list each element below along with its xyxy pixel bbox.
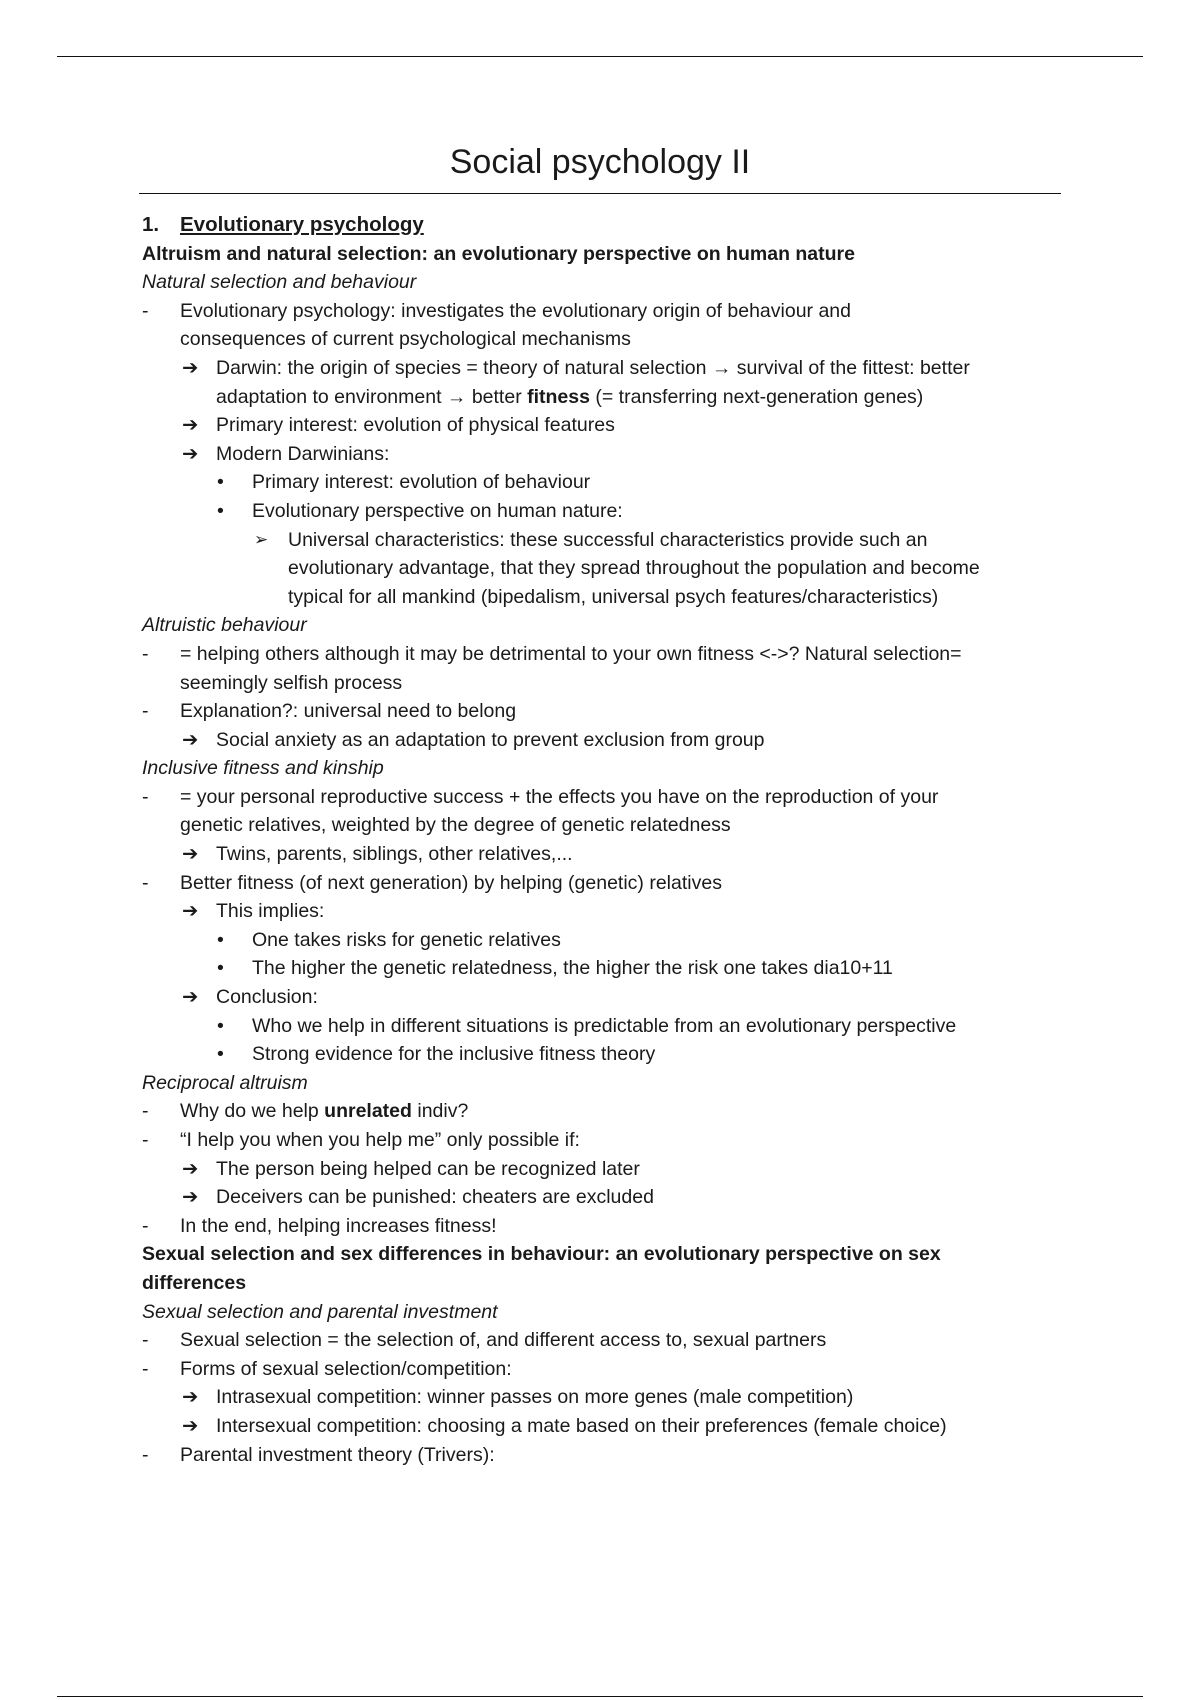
arrow-right-icon: ➔ [182,900,199,923]
line-text: Darwin: the origin of species = theory of natural selection → survival of the fittest: better [216,356,970,379]
section-title: Evolutionary psychology [180,213,424,236]
arrow-right-icon: ➔ [182,1186,199,1209]
bullet-item [142,954,1062,983]
line-text: Parental investment theory (Trivers): [180,1443,495,1466]
document-body [142,211,1062,1469]
line-text: = helping others although it may be detrimental to your own fitness <->? Natural selection= [180,642,962,665]
arrow-right-icon: ➔ [182,843,199,866]
arrow-right-icon: ➔ [182,986,199,1009]
arrow-item [142,897,1062,926]
section-heading [142,211,1062,240]
line-text: consequences of current psychological mechanisms [180,328,631,351]
line-text: Altruistic behaviour [142,614,307,637]
line-text: Forms of sexual selection/competition: [180,1357,512,1380]
line-text: Altruism and natural selection: an evolutionary perspective on human nature [142,242,855,265]
line-text: Deceivers can be punished: cheaters are excluded [216,1186,654,1209]
arrow-right-icon: ➔ [182,728,199,751]
line-text: indiv? [411,1100,469,1123]
subheading [142,240,1062,269]
dash-marker: - [142,1329,149,1352]
dash-item [142,640,1062,669]
subheading [142,1240,1062,1269]
subheading [142,1269,1062,1298]
dash-marker: - [142,1100,149,1123]
dash-marker: - [142,1443,149,1466]
line-text: Sexual selection and sex differences in behaviour: an evolutionary perspective on sex [142,1243,941,1266]
arrow-right-icon: ➔ [182,1386,199,1409]
dash-item [142,1212,1062,1241]
line-text: Primary interest: evolution of physical features [216,414,615,437]
dash-marker: - [142,299,149,322]
line-text: This implies: [216,900,325,923]
arrow-right-icon: ➔ [182,414,199,437]
line-text: Natural selection and behaviour [142,271,417,294]
dash-marker: - [142,700,149,723]
arrow-right-icon: ➔ [182,1414,199,1437]
dash-item [142,1441,1062,1470]
dash-marker: - [142,642,149,665]
arrow-item [142,840,1062,869]
arrow-item [142,1412,1062,1441]
page-title: Social psychology II [449,143,751,181]
line-text: Intersexual competition: choosing a mate based on their preferences (female choice) [216,1414,947,1437]
dash-item [142,697,1062,726]
bullet-item [142,497,1062,526]
arrow-item [142,440,1062,469]
line-text: adaptation to environment → better [216,385,528,408]
bullet-icon: • [217,471,224,494]
topic-heading [142,754,1062,783]
topic-heading [142,1298,1062,1327]
topic-heading [142,268,1062,297]
line-text: Sexual selection = the selection of, and different access to, sexual partners [180,1329,827,1352]
dash-marker: - [142,1214,149,1237]
arrow-item [142,1383,1062,1412]
arrow-right-icon: ➔ [182,356,199,379]
topic-heading [142,1069,1062,1098]
arrow-item [142,354,1062,383]
arrow-right-icon: ➔ [182,1157,199,1180]
bullet-icon: • [217,928,224,951]
arrow-item [142,983,1062,1012]
continuation-line [142,811,1062,840]
line-text: Reciprocal altruism [142,1071,308,1094]
emphasized-term: fitness [527,385,590,408]
chevron-arrow-icon: ➢ [254,529,269,549]
emphasized-term: unrelated [324,1100,412,1123]
line-text: typical for all mankind (bipedalism, universal psych features/characteristics) [288,585,939,608]
line-text: Modern Darwinians: [216,442,390,465]
bullet-item [142,926,1062,955]
arrow-item [142,726,1062,755]
bullet-icon: • [217,499,224,522]
line-text: One takes risks for genetic relatives [252,928,561,951]
continuation-line [142,583,1062,612]
line-text: Explanation?: universal need to belong [180,700,517,723]
continuation-line [142,383,1062,412]
continuation-line [142,554,1062,583]
dash-item [142,1126,1062,1155]
line-text: “I help you when you help me” only possible if: [180,1129,580,1151]
line-text: Why do we help [180,1100,325,1123]
line-text: Primary interest: evolution of behaviour [252,471,591,494]
page-bottom-rule [57,1696,1143,1697]
dash-item [142,1326,1062,1355]
dash-item [142,297,1062,326]
line-text: Conclusion: [216,986,318,1009]
line-text: Better fitness (of next generation) by helping (genetic) relatives [180,871,722,894]
line-text: Universal characteristics: these successful characteristics provide such an [288,528,928,551]
line-text: Sexual selection and parental investment [142,1300,498,1323]
line-text: evolutionary advantage, that they spread throughout the population and become [288,557,980,580]
chevron-item [142,526,1062,555]
line-text: The higher the genetic relatedness, the higher the risk one takes dia10+11 [252,957,893,980]
line-text: The person being helped can be recognized later [216,1157,640,1180]
dash-marker: - [142,1357,149,1380]
arrow-item [142,1183,1062,1212]
line-text: Twins, parents, siblings, other relatives,... [216,843,573,866]
arrow-item [142,1155,1062,1184]
line-text: (= transferring next-generation genes) [589,385,924,408]
bullet-icon: • [217,1014,224,1037]
continuation-line [142,325,1062,354]
line-text: In the end, helping increases fitness! [180,1214,497,1237]
line-text: Strong evidence for the inclusive fitness theory [252,1043,656,1066]
bullet-icon: • [217,957,224,980]
continuation-line [142,669,1062,698]
line-text: Intrasexual competition: winner passes on more genes (male competition) [216,1386,854,1409]
line-text: Inclusive fitness and kinship [142,757,384,780]
section-number: 1. [142,213,160,236]
line-text: = your personal reproductive success + the effects you have on the reproduction of your [180,785,939,808]
line-text: Social anxiety as an adaptation to prevent exclusion from group [216,728,765,751]
dash-item [142,869,1062,898]
bullet-item [142,1040,1062,1069]
dash-item [142,783,1062,812]
line-text: seemingly selfish process [180,671,403,694]
dash-item [142,1097,1062,1126]
title-underline [139,193,1061,194]
line-text: genetic relatives, weighted by the degree of genetic relatedness [180,814,731,837]
line-text: Evolutionary perspective on human nature: [252,499,623,522]
bullet-item [142,1012,1062,1041]
line-text: differences [142,1271,247,1294]
page-top-rule [57,56,1143,57]
arrow-right-icon: ➔ [182,442,199,465]
line-text: Who we help in different situations is predictable from an evolutionary perspective [252,1014,957,1037]
dash-marker: - [142,785,149,808]
dash-marker: - [142,871,149,894]
bullet-icon: • [217,1043,224,1066]
dash-marker: - [142,1129,149,1151]
line-text: Evolutionary psychology: investigates the evolutionary origin of behaviour and [180,299,851,322]
dash-item [142,1355,1062,1384]
bullet-item [142,468,1062,497]
topic-heading [142,611,1062,640]
arrow-item [142,411,1062,440]
